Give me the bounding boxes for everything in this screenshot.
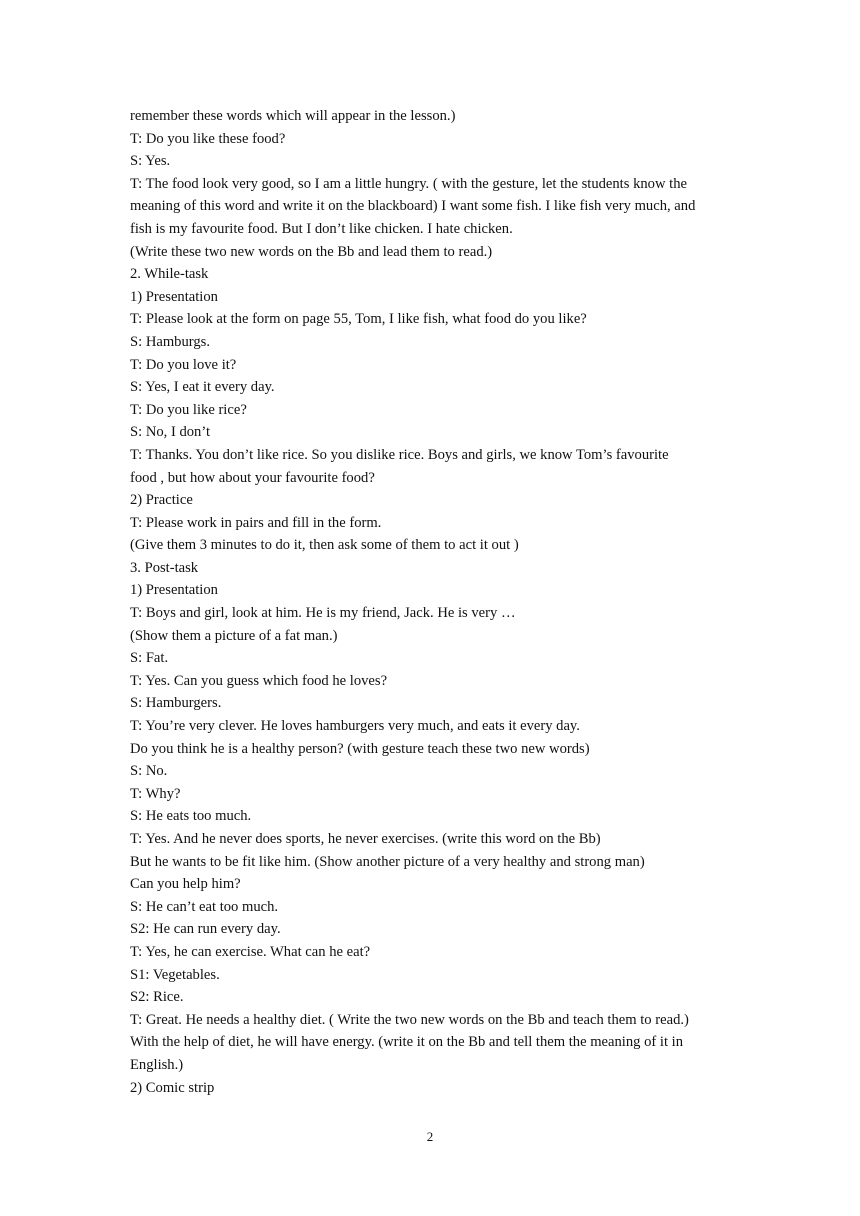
text-line: T: Thanks. You don’t like rice. So you dislike rice. Boys and girls, we know Tom’s favourite — [130, 446, 669, 463]
text-line: (Show them a picture of a fat man.) — [130, 627, 338, 644]
text-line: S2: He can run every day. — [130, 921, 281, 938]
document-body — [130, 105, 740, 1099]
subsection-heading: 1) Presentation — [130, 288, 218, 305]
text-line: T: Yes. And he never does sports, he never exercises. (write this word on the Bb) — [130, 831, 601, 847]
section-heading: 3. Post-task — [130, 559, 199, 576]
text-line: S: Hamburgs. — [130, 333, 211, 350]
text-line: T: Boys and girl, look at him. He is my friend, Jack. He is very … — [130, 605, 516, 622]
text-line: S2: Rice. — [130, 989, 184, 1006]
section-heading: 2. While-task — [130, 266, 209, 283]
text-line: S: No. — [130, 763, 168, 780]
text-line: Can you help him? — [130, 876, 241, 893]
text-line: Do you think he is a healthy person? (with gesture teach these two new words) — [130, 740, 590, 757]
page-number: 2 — [426, 1129, 434, 1144]
text-line: S1: Vegetables. — [130, 966, 220, 983]
text-line: T: Do you like these food? — [130, 130, 286, 147]
text-line: fish is my favourite food. But I don’t like chicken. I hate chicken. — [130, 220, 513, 237]
text-line: meaning of this word and write it on the blackboard) I want some fish. I like fish very much, and — [130, 198, 696, 215]
text-line: S: Hamburgers. — [130, 695, 222, 712]
text-line: T: Yes. Can you guess which food he loves? — [130, 672, 388, 689]
subsection-heading: 2) Comic strip — [130, 1079, 215, 1096]
subsection-heading: 2) Practice — [130, 492, 193, 509]
text-line: T: Please look at the form on page 55, Tom, I like fish, what food do you like? — [130, 311, 587, 328]
subsection-heading: 1) Presentation — [130, 582, 218, 599]
text-line: T: Do you love it? — [130, 356, 237, 373]
text-line: English.) — [130, 1056, 184, 1073]
text-line: S: Fat. — [130, 650, 169, 667]
text-line: S: Yes. — [130, 153, 171, 170]
text-line: S: Yes, I eat it every day. — [130, 379, 275, 396]
text-line: T: Why? — [130, 785, 181, 802]
text-line: S: He can’t eat too much. — [130, 898, 279, 915]
text-line: T: Do you like rice? — [130, 401, 247, 418]
text-line: T: Yes, he can exercise. What can he eat? — [130, 943, 371, 960]
text-line: With the help of diet, he will have energy. (write it on the Bb and tell them the meaning of it in — [130, 1034, 684, 1051]
text-line: But he wants to be fit like him. (Show another picture of a very healthy and strong man) — [130, 853, 645, 870]
text-line: food , but how about your favourite food? — [130, 469, 375, 486]
text-line: S: No, I don’t — [130, 424, 211, 441]
text-line: T: Please work in pairs and fill in the form. — [130, 514, 382, 531]
text-line: T: Great. He needs a healthy diet. ( Write the two new words on the Bb and teach them to read.) — [130, 1011, 689, 1028]
text-line: (Give them 3 minutes to do it, then ask some of them to act it out ) — [130, 537, 519, 554]
text-line: S: He eats too much. — [130, 808, 252, 825]
text-line: T: You’re very clever. He loves hamburgers very much, and eats it every day. — [130, 718, 580, 735]
text-line: remember these words which will appear in the lesson.) — [130, 108, 456, 124]
text-line: T: The food look very good, so I am a little hungry. ( with the gesture, let the students know the — [130, 175, 687, 192]
text-line: (Write these two new words on the Bb and lead them to read.) — [130, 243, 493, 260]
